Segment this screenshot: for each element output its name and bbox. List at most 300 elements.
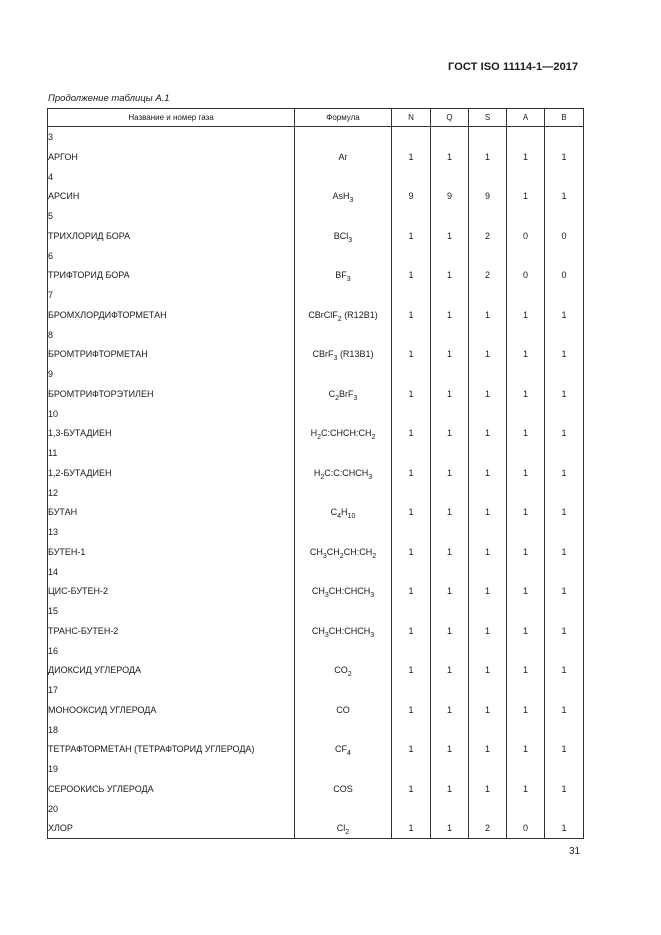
value-q: 1 [431,305,469,325]
table-body [48,127,584,839]
empty-cell [295,759,392,779]
value-s: 1 [469,542,507,562]
value-s: 2 [469,819,507,839]
gas-number: 3 [48,127,295,148]
value-n: 1 [392,226,431,246]
empty-cell [392,364,431,384]
value-q: 1 [431,266,469,286]
value-a: 1 [507,187,545,207]
formula-text: CO [336,704,350,715]
column-header-formula: Формула [295,109,392,127]
empty-cell [469,601,507,621]
empty-cell [469,483,507,503]
empty-cell [545,443,584,463]
value-b: 1 [545,700,584,720]
gas-formula [295,661,392,681]
empty-cell [295,167,392,187]
value-q: 1 [431,819,469,839]
gas-number: 7 [48,285,295,305]
gas-name: 1,2-БУТАДИЕН [48,463,295,483]
formula-subscript: 3 [324,631,329,639]
empty-cell [295,404,392,424]
formula-text: CBrF [312,349,334,360]
gas-name: ХЛОР [48,819,295,839]
formula-text: CH:CH [343,546,373,557]
formula-subscript: 3 [349,197,354,205]
value-n: 1 [392,542,431,562]
gas-name: ДИОКСИД УГЛЕРОДА [48,661,295,681]
value-a: 1 [507,463,545,483]
empty-cell [431,720,469,740]
table-row [48,740,584,760]
value-n: 1 [392,503,431,523]
empty-cell [507,522,545,542]
empty-cell [295,720,392,740]
gas-number: 14 [48,562,295,582]
formula-text: H [313,467,321,478]
value-n: 1 [392,424,431,444]
value-s: 1 [469,503,507,523]
gas-name: БУТАН [48,503,295,523]
empty-cell [507,404,545,424]
empty-cell [392,285,431,305]
page-number: 31 [569,846,581,857]
empty-cell [295,325,392,345]
value-b: 1 [545,503,584,523]
gas-formula [295,147,392,167]
value-a: 1 [507,779,545,799]
value-b: 1 [545,305,584,325]
formula-subscript: 3 [370,592,375,600]
value-a: 1 [507,700,545,720]
gas-number: 10 [48,404,295,424]
empty-cell [507,759,545,779]
value-q: 1 [431,582,469,602]
value-a: 1 [507,503,545,523]
formula-subscript: 2 [339,552,344,560]
value-s: 2 [469,226,507,246]
value-s: 1 [469,424,507,444]
value-q: 1 [431,661,469,681]
value-n: 1 [392,661,431,681]
table-row-number [48,127,584,148]
empty-cell [392,680,431,700]
formula-text: CH [309,546,323,557]
gas-number: 5 [48,206,295,226]
empty-cell [431,483,469,503]
gas-formula [295,384,392,404]
table-row-number [48,562,584,582]
standard-designation: ГОСТ ISO 11114-1—2017 [448,61,579,73]
table-row-number [48,443,584,463]
gas-formula [295,779,392,799]
value-n: 1 [392,740,431,760]
empty-cell [545,601,584,621]
column-header-n: N [392,109,431,127]
value-s: 1 [469,305,507,325]
empty-cell [295,601,392,621]
empty-cell [295,246,392,266]
value-b: 1 [545,661,584,681]
value-n: 1 [392,266,431,286]
table-row [48,582,584,602]
empty-cell [507,601,545,621]
value-a: 1 [507,582,545,602]
empty-cell [431,364,469,384]
empty-cell [392,443,431,463]
formula-text: Cl [336,823,346,834]
gas-formula [295,463,392,483]
empty-cell [545,522,584,542]
value-q: 1 [431,779,469,799]
empty-cell [507,246,545,266]
gas-formula [295,345,392,365]
value-n: 1 [392,463,431,483]
empty-cell [295,364,392,384]
gas-name: АРГОН [48,147,295,167]
table-row-number [48,641,584,661]
empty-cell [392,404,431,424]
empty-cell [507,799,545,819]
empty-cell [469,325,507,345]
column-header-a: A [507,109,545,127]
empty-cell [295,799,392,819]
value-b: 1 [545,424,584,444]
table-row-number [48,483,584,503]
formula-text: CO [334,665,348,676]
formula-subscript: 3 [368,473,373,481]
formula-text: CH:CHCH [328,625,371,636]
gas-number: 19 [48,759,295,779]
gas-name: БРОМТРИФТОРМЕТАН [48,345,295,365]
column-header-s: S [469,109,507,127]
empty-cell [469,759,507,779]
formula-text: C [328,388,336,399]
table-header-row [48,109,584,127]
value-b: 1 [545,187,584,207]
empty-cell [431,246,469,266]
table-row-number [48,601,584,621]
value-s: 1 [469,779,507,799]
formula-text: BF [335,270,347,281]
empty-cell [545,680,584,700]
empty-cell [295,483,392,503]
value-a: 0 [507,226,545,246]
value-a: 1 [507,305,545,325]
gas-number: 17 [48,680,295,700]
empty-cell [431,127,469,148]
empty-cell [507,285,545,305]
empty-cell [469,206,507,226]
empty-cell [545,759,584,779]
value-n: 1 [392,819,431,839]
empty-cell [507,364,545,384]
gas-name: ЦИС-БУТЕН-2 [48,582,295,602]
value-s: 1 [469,700,507,720]
table-row-number [48,759,584,779]
table-row [48,819,584,839]
empty-cell [507,443,545,463]
value-a: 1 [507,740,545,760]
gas-formula [295,187,392,207]
value-q: 1 [431,384,469,404]
value-b: 1 [545,819,584,839]
gas-number: 9 [48,364,295,384]
empty-cell [431,206,469,226]
formula-subscript: 2 [347,671,352,679]
empty-cell [545,325,584,345]
empty-cell [469,680,507,700]
empty-cell [545,483,584,503]
empty-cell [469,443,507,463]
gas-formula [295,819,392,839]
table-row-number [48,325,584,345]
value-s: 1 [469,661,507,681]
value-q: 1 [431,424,469,444]
gas-number: 12 [48,483,295,503]
value-n: 1 [392,345,431,365]
value-a: 1 [507,621,545,641]
table-row [48,345,584,365]
gas-formula [295,266,392,286]
empty-cell [507,680,545,700]
empty-cell [469,246,507,266]
table-row [48,503,584,523]
empty-cell [392,246,431,266]
empty-cell [545,720,584,740]
empty-cell [469,522,507,542]
value-b: 1 [545,147,584,167]
gas-name: БРОМХЛОРДИФТОРМЕТАН [48,305,295,325]
table-row [48,305,584,325]
value-b: 1 [545,621,584,641]
table-row-number [48,285,584,305]
value-q: 1 [431,542,469,562]
empty-cell [431,285,469,305]
empty-cell [507,167,545,187]
empty-cell [469,167,507,187]
column-header-q: Q [431,109,469,127]
gas-number: 13 [48,522,295,542]
formula-subscript: 4 [347,750,351,758]
gas-formula [295,503,392,523]
empty-cell [545,404,584,424]
empty-cell [545,364,584,384]
formula-subscript: 3 [333,355,338,363]
table-row-number [48,364,584,384]
empty-cell [431,167,469,187]
table-row-number [48,799,584,819]
gas-name: БРОМТРИФТОРЭТИЛЕН [48,384,295,404]
formula-text: COS [333,783,353,794]
empty-cell [392,562,431,582]
empty-cell [392,206,431,226]
value-q: 1 [431,226,469,246]
table-row-number [48,720,584,740]
formula-text: (R13B1) [337,349,374,360]
table-row [48,147,584,167]
formula-text: CH [326,546,340,557]
table-row-number [48,680,584,700]
formula-text: CH [311,586,325,597]
empty-cell [392,720,431,740]
empty-cell [392,483,431,503]
value-s: 9 [469,187,507,207]
formula-subscript: 3 [348,236,353,244]
empty-cell [431,325,469,345]
table-row [48,424,584,444]
gas-name: АРСИН [48,187,295,207]
empty-cell [431,759,469,779]
empty-cell [295,562,392,582]
gas-formula [295,226,392,246]
value-n: 1 [392,700,431,720]
formula-text: BrF [339,388,354,399]
formula-subscript: 3 [324,592,329,600]
table-row-number [48,246,584,266]
table-row-number [48,404,584,424]
gas-name: МОНООКСИД УГЛЕРОДА [48,700,295,720]
formula-text: H [310,428,318,439]
formula-text: BCl [333,230,349,241]
empty-cell [295,127,392,148]
table-row-number [48,206,584,226]
value-s: 1 [469,740,507,760]
empty-cell [545,246,584,266]
table-caption: Продолжение таблицы А.1 [48,93,170,104]
gas-formula [295,621,392,641]
empty-cell [469,364,507,384]
value-b: 0 [545,266,584,286]
gas-table [47,108,584,839]
empty-cell [392,641,431,661]
empty-cell [507,127,545,148]
value-s: 1 [469,582,507,602]
table-row [48,542,584,562]
gas-number: 4 [48,167,295,187]
gas-formula [295,740,392,760]
value-s: 1 [469,147,507,167]
formula-text: Ar [338,151,348,162]
empty-cell [295,522,392,542]
value-b: 1 [545,740,584,760]
value-q: 1 [431,147,469,167]
empty-cell [507,325,545,345]
gas-formula [295,700,392,720]
value-n: 1 [392,305,431,325]
value-b: 1 [545,779,584,799]
value-a: 1 [507,147,545,167]
table-row [48,226,584,246]
empty-cell [295,680,392,700]
formula-text: CBrClF [308,309,338,320]
empty-cell [295,443,392,463]
formula-subscript: 3 [353,394,358,402]
value-q: 1 [431,345,469,365]
value-n: 1 [392,582,431,602]
value-b: 1 [545,463,584,483]
empty-cell [545,167,584,187]
table-row-number [48,522,584,542]
formula-subscript: 3 [322,552,327,560]
empty-cell [469,720,507,740]
empty-cell [545,641,584,661]
gas-name: ТЕТРАФТОРМЕТАН (ТЕТРАФТОРИД УГЛЕРОДА) [48,740,295,760]
gas-name: 1,3-БУТАДИЕН [48,424,295,444]
gas-name: СЕРООКИСЬ УГЛЕРОДА [48,779,295,799]
table-row-number [48,167,584,187]
empty-cell [392,601,431,621]
empty-cell [545,562,584,582]
empty-cell [507,562,545,582]
table-row [48,700,584,720]
table-row [48,187,584,207]
value-a: 0 [507,819,545,839]
value-n: 1 [392,384,431,404]
gas-name: ТРИФТОРИД БОРА [48,266,295,286]
value-s: 1 [469,463,507,483]
value-s: 1 [469,345,507,365]
gas-number: 15 [48,601,295,621]
value-n: 1 [392,621,431,641]
value-s: 1 [469,384,507,404]
value-n: 9 [392,187,431,207]
empty-cell [431,799,469,819]
value-q: 1 [431,740,469,760]
empty-cell [431,443,469,463]
formula-text: (R12B1) [341,309,378,320]
value-a: 0 [507,266,545,286]
empty-cell [545,206,584,226]
formula-text: CH [311,625,325,636]
empty-cell [431,601,469,621]
empty-cell [392,167,431,187]
empty-cell [431,562,469,582]
formula-subscript: 10 [347,513,356,521]
empty-cell [469,799,507,819]
value-a: 1 [507,424,545,444]
column-header-b: B [545,109,584,127]
empty-cell [431,404,469,424]
table-row [48,463,584,483]
empty-cell [392,799,431,819]
value-b: 1 [545,582,584,602]
empty-cell [392,759,431,779]
formula-text: CF [335,744,348,755]
empty-cell [431,641,469,661]
gas-formula [295,424,392,444]
value-b: 1 [545,345,584,365]
formula-text: CH:CHCH [328,586,371,597]
formula-text: C:CHCH:CH [321,428,372,439]
empty-cell [507,483,545,503]
empty-cell [431,522,469,542]
value-a: 1 [507,542,545,562]
formula-subscript: 3 [370,631,375,639]
value-q: 1 [431,503,469,523]
value-q: 1 [431,700,469,720]
table-row [48,661,584,681]
gas-number: 11 [48,443,295,463]
gas-formula [295,305,392,325]
empty-cell [469,127,507,148]
gas-number: 18 [48,720,295,740]
empty-cell [392,522,431,542]
empty-cell [469,562,507,582]
empty-cell [295,285,392,305]
value-a: 1 [507,661,545,681]
value-b: 0 [545,226,584,246]
